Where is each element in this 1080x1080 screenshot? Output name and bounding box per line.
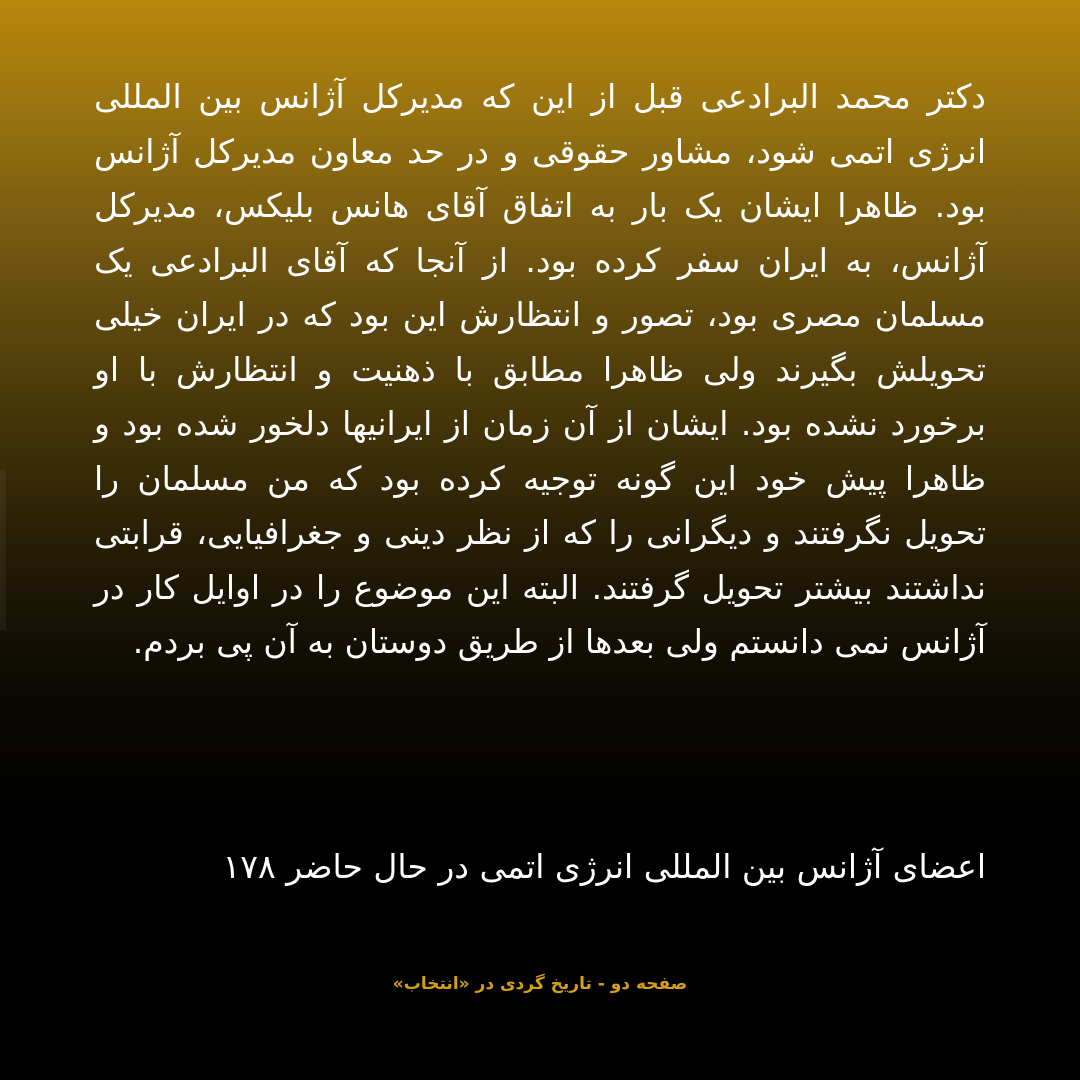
footer-caption: صفحه دو - تاریخ گردی در «انتخاب»: [392, 974, 688, 994]
edge-decoration: [0, 470, 6, 630]
article-body-text: دکتر محمد البرادعی قبل از این که مدیرکل آژانس بین المللی انرژی اتمی شود، مشاور حقوقی و در حد معاون مدیرکل آژانس بود. ظاهرا ایشان یک بار به اتفاق آقای هانس بلیکس، مدیرکل آژانس، به ایران سفر کرده بود. از آنجا که آقای البرادعی یک مسلمان مصری بود، تصور و انتظارش این بود که در ایران خیلی تحویلش بگیرند ولی ظاهرا مطابق با ذهنیت و انتظارش با او برخورد نشده بود. ایشان از آن زمان از ایرانیها دلخور شده بود و ظاهرا پیش خود این گونه توجیه کرده بود که من مسلمان را تحویل نگرفتند و دیگرانی را که از نظر دینی و جغرافیایی، قرابتی نداشتند بیشتر تحویل گرفتند. البته این موضوع را در اوایل کار در آژانس نمی دانستم ولی بعدها از طریق دوستان به آن پی بردم.: [94, 77, 986, 661]
members-count-line: اعضای آژانس بین المللی انرژی اتمی در حال حاضر ۱۷۸: [222, 847, 986, 886]
